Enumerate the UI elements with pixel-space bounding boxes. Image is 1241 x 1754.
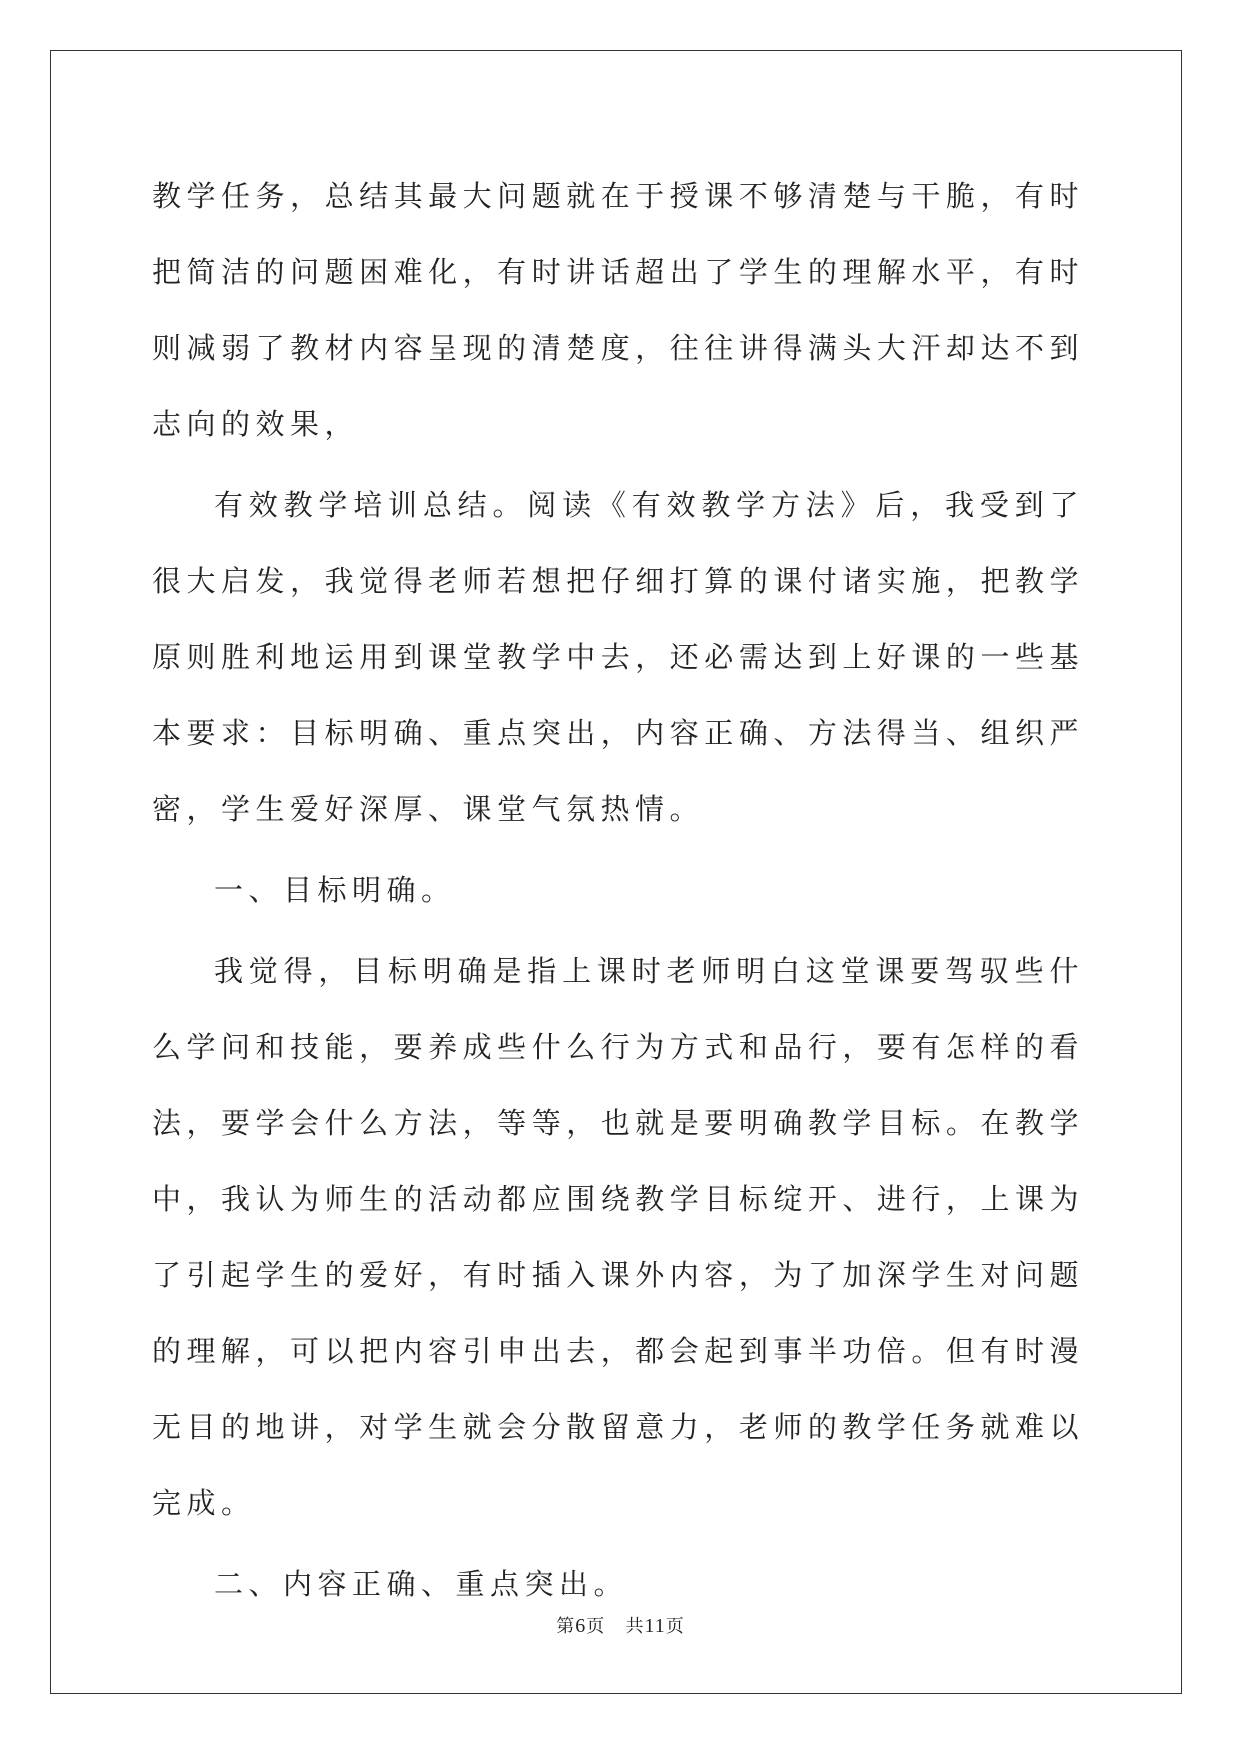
paragraph-3: 我觉得，目标明确是指上课时老师明白这堂课要驾驭些什么学问和技能，要养成些什么行为方式和品行，要有怎样的看法，要学会什么方法，等等，也就是要明确教学目标。在教学中，我认为师生的活动都应围绕教学目标绽开、进行，上课为了引起学生的爱好，有时插入课外内容，为了加深学生对问题的理解，可以把内容引申出去，都会起到事半功倍。但有时漫无目的地讲，对学生就会分散留意力，老师的教学任务就难以完成。	[152, 954, 1084, 1520]
footer-page-suffix: 页	[586, 1616, 606, 1637]
footer-prefix: 第	[556, 1616, 576, 1637]
footer-total-pages: 11	[644, 1615, 666, 1637]
footer-total-prefix: 共	[625, 1616, 645, 1637]
footer-total-suffix: 页	[665, 1616, 685, 1637]
paragraph-2: 有效教学培训总结。阅读《有效教学方法》后，我受到了很大启发，我觉得老师若想把仔细打算的课付诸实施，把教学原则胜利地运用到课堂教学中去，还必需达到上好课的一些基本要求：目标明确、重点突出，内容正确、方法得当、组织严密，学生爱好深厚、课堂气氛热情。	[152, 488, 1084, 826]
document-body	[152, 158, 1084, 1627]
section-heading-2: 二、内容正确、重点突出。	[214, 1567, 629, 1601]
footer-page-number: 6	[575, 1615, 587, 1637]
paragraph-1: 教学任务，总结其最大问题就在于授课不够清楚与干脆，有时把简洁的问题困难化，有时讲话超出了学生的理解水平，有时则减弱了教材内容呈现的清楚度，往往讲得满头大汗却达不到志向的效果，	[152, 179, 1084, 441]
section-heading-1: 一、目标明确。	[214, 873, 456, 907]
page-footer	[0, 1612, 1241, 1638]
